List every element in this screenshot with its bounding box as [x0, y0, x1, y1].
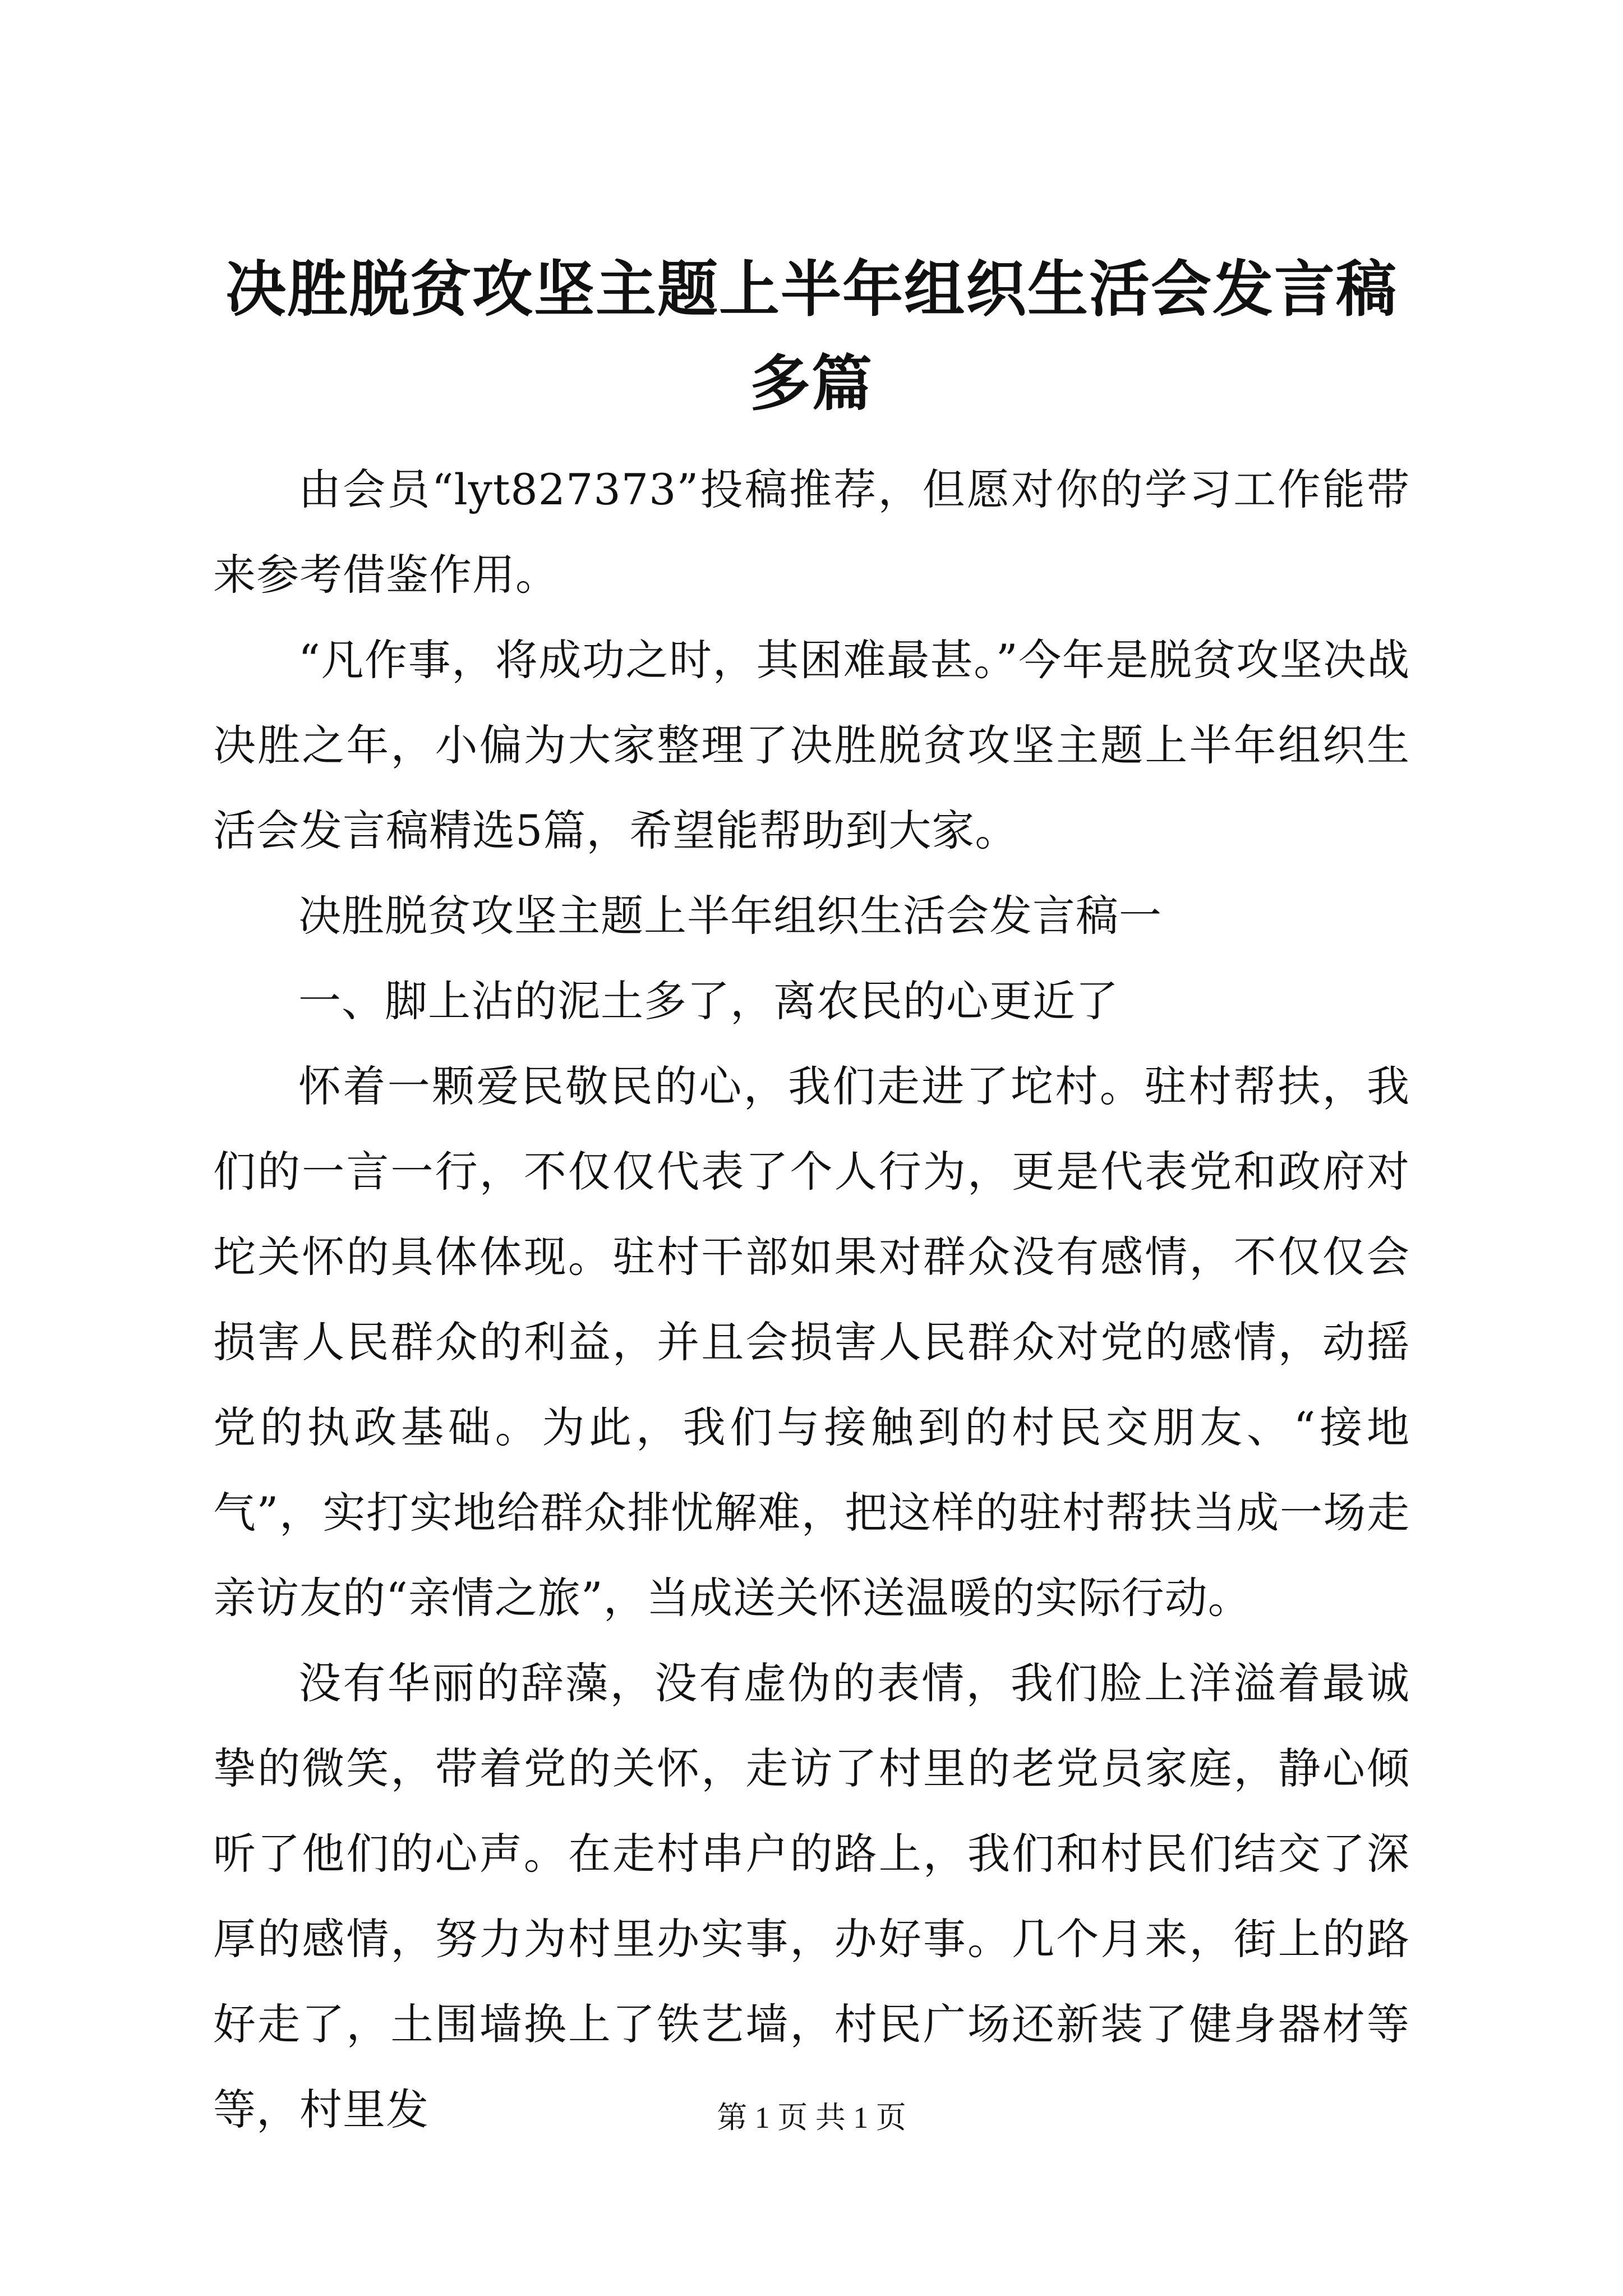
paragraph-quote: “凡作事，将成功之时，其困难最甚。”今年是脱贫攻坚决战决胜之年，小偏为大家整理了决胜脱贫攻坚主题上半年组织生活会发言稿精选5篇，希望能帮助到大家。: [213, 635, 1410, 855]
section-heading: 决胜脱贫攻坚主题上半年组织生活会发言稿一: [298, 891, 1162, 941]
paragraph-body-2: 没有华丽的辞藻，没有虚伪的表情，我们脸上洋溢着最诚挚的微笑，带着党的关怀，走访了村里的老党员家庭，静心倾听了他们的心声。在走村串户的路上，我们和村民们结交了深厚的感情，努力为村里办实事，办好事。几个月来，街上的路好走了，土围墙换上了铁艺墙，村民广场还新装了健身器材等等，村里发: [213, 1658, 1410, 2134]
document-title: 决胜脱贫攻坚主题上半年组织生活会发言稿多篇: [225, 254, 1398, 419]
paragraph-intro: 由会员“lyt827373”投稿推荐，但愿对你的学习工作能带来参考借鉴作用。: [213, 464, 1410, 600]
subsection-heading: 一、脚上沾的泥土多了，离农民的心更近了: [298, 976, 1119, 1026]
document-body: [213, 447, 1410, 2152]
paragraph-body-1: 怀着一颗爱民敬民的心，我们走进了坨村。驻村帮扶，我们的一言一行，不仅仅代表了个人行为，更是代表党和政府对坨关怀的具体体现。驻村干部如果对群众没有感情，不仅仅会损害人民群众的利益，并且会损害人民群众对党的感情，动摇党的执政基础。为此，我们与接触到的村民交朋友、“接地气”，实打实地给群众排忧解难，把这样的驻村帮扶当成一场走亲访友的“亲情之旅”，当成送关怀送温暖的实际行动。: [213, 1061, 1410, 1623]
page-footer: 第 1 页 共 1 页: [717, 2101, 906, 2134]
